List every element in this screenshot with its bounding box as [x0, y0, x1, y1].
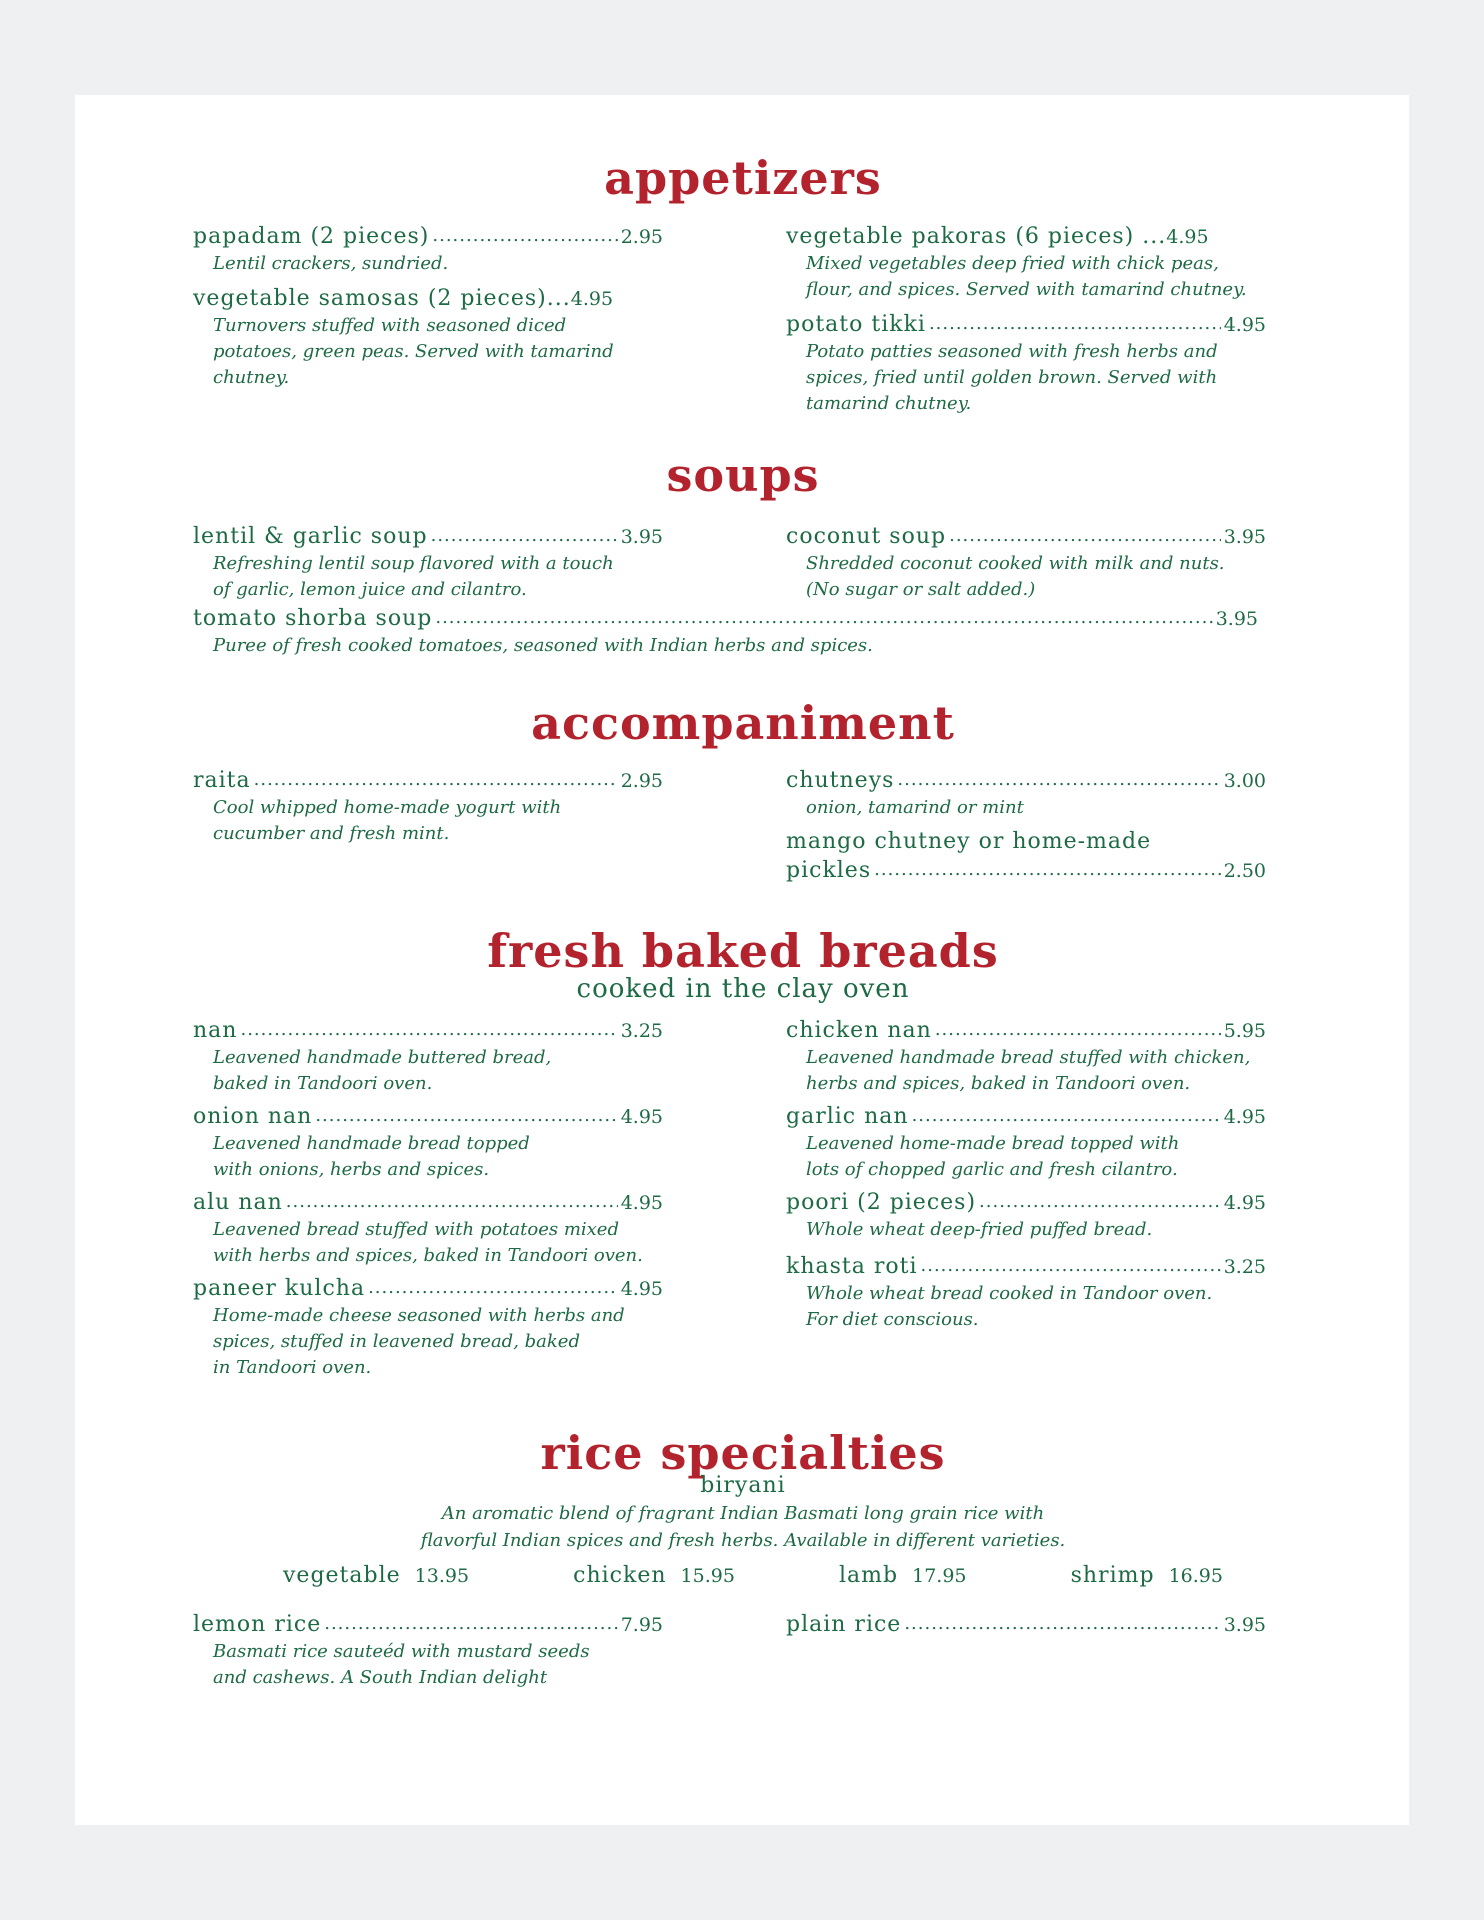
item-name: raita	[193, 768, 251, 793]
item-description: Leavened handmade bread topped with onions, herbs and spices.	[213, 1133, 530, 1180]
variety-price: 17.95	[912, 1565, 967, 1587]
biryani-variety	[839, 1563, 967, 1588]
menu-item	[193, 1189, 663, 1269]
menu-item	[193, 523, 663, 603]
item-price: 4.95	[1223, 314, 1266, 336]
item-price: 3.25	[1223, 1256, 1266, 1278]
item-name: plain rice	[786, 1612, 902, 1637]
item-description: Leavened handmade bread stuffed with chicken, herbs and spices, baked in Tandoori oven.	[806, 1047, 1251, 1094]
item-name: chicken nan	[786, 1018, 932, 1043]
item-name: papadam (2 pieces)	[193, 224, 430, 249]
leader-dots	[240, 1019, 617, 1041]
variety-price: 13.95	[414, 1565, 470, 1587]
item-price: 3.95	[1215, 608, 1258, 630]
variety-name: chicken	[573, 1563, 667, 1588]
variety-price: 15.95	[680, 1565, 735, 1587]
leader-dots	[979, 1191, 1221, 1213]
item-name: lemon rice	[193, 1612, 322, 1637]
item-price: 4.95	[1223, 1106, 1266, 1128]
leader-dots	[368, 1277, 618, 1299]
item-name-line1: mango chutney or home-made	[786, 829, 1152, 854]
item-name: onion nan	[193, 1104, 313, 1129]
accompaniment-title: accompaniment	[531, 696, 955, 750]
breads-subtitle: cooked in the clay oven	[576, 974, 910, 1004]
menu-item	[193, 1275, 663, 1381]
variety-name: lamb	[839, 1563, 899, 1588]
menu-item	[786, 311, 1266, 417]
leader-dots	[935, 1019, 1221, 1041]
item-price: 2.50	[1223, 860, 1266, 882]
item-name: chutneys	[786, 768, 895, 793]
item-price: 4.95	[1166, 226, 1209, 248]
leader-dots	[254, 769, 618, 791]
leader-dots	[435, 607, 1212, 629]
item-name: garlic nan	[786, 1104, 909, 1129]
menu-item	[786, 1017, 1266, 1097]
item-price: 4.95	[620, 1278, 663, 1300]
item-description: Refreshing lentil soup flavored with a touch of garlic, lemon juice and cilantro.	[213, 553, 614, 600]
biryani-variety	[573, 1563, 735, 1588]
item-description: Cool whipped home-made yogurt with cucumber and fresh mint.	[213, 797, 562, 844]
leader-dots	[324, 1613, 617, 1635]
item-name: lentil & garlic soup	[193, 524, 428, 549]
item-name: khasta roti	[786, 1254, 918, 1279]
item-price: 3.25	[620, 1020, 663, 1042]
biryani-varieties	[283, 1563, 1223, 1588]
menu-item	[786, 523, 1266, 603]
item-description: Whole wheat bread cooked in Tandoor oven. For diet conscious.	[806, 1283, 1213, 1330]
variety-name: vegetable	[283, 1563, 401, 1588]
menu-item	[193, 223, 663, 277]
item-description: Leavened bread stuffed with potatoes mixed with herbs and spices, baked in Tandoori oven.	[213, 1219, 643, 1266]
menu-item	[786, 827, 1266, 885]
leader-dots	[921, 1255, 1221, 1277]
item-description: Mixed vegetables deep fried with chick peas, flour, and spices. Served with tamarind chutney.	[806, 253, 1247, 300]
variety-price: 16.95	[1168, 1565, 1223, 1587]
item-price: 3.95	[620, 526, 663, 548]
leader-dots	[897, 769, 1220, 791]
item-description: onion, tamarind or mint	[806, 797, 1024, 818]
breads-title: fresh baked breads	[487, 924, 999, 978]
item-description: Lentil crackers, sundried.	[213, 253, 449, 274]
item-description: Home-made cheese seasoned with herbs and spices, stuffed in leavened bread, baked in Tandoori oven.	[213, 1305, 625, 1378]
item-name-line2: pickles	[786, 858, 872, 883]
item-name: coconut soup	[786, 524, 947, 549]
item-price: 4.95	[620, 1192, 663, 1214]
menu-item	[193, 1017, 663, 1097]
item-description: Turnovers stuffed with seasoned diced potatoes, green peas. Served with tamarind chutney.	[213, 315, 614, 388]
item-name: vegetable samosas (2 pieces)...	[193, 286, 571, 311]
item-description: Whole wheat deep-fried puffed bread.	[806, 1219, 1153, 1240]
item-name: paneer kulcha	[193, 1276, 366, 1301]
menu-item	[193, 1611, 663, 1691]
item-name: nan	[193, 1018, 238, 1043]
menu-item	[193, 285, 663, 391]
menu-item	[193, 605, 1258, 659]
item-price: 3.00	[1223, 770, 1266, 792]
rice-title: rice specialties	[540, 1426, 946, 1480]
item-price: 4.95	[1223, 1192, 1266, 1214]
item-price: 3.95	[1223, 526, 1266, 548]
item-name: alu nan	[193, 1190, 283, 1215]
menu-item	[193, 1103, 663, 1183]
item-price: 2.95	[620, 226, 663, 248]
menu-item	[786, 767, 1266, 821]
item-name: poori (2 pieces)	[786, 1190, 977, 1215]
leader-dots	[432, 225, 617, 247]
item-description: Leavened home-made bread topped with lots of chopped garlic and fresh cilantro.	[806, 1133, 1180, 1180]
menu-page	[75, 95, 1409, 1825]
item-name: potato tikki	[786, 312, 926, 337]
item-description: Leavened handmade buttered bread, baked in Tandoori oven.	[213, 1047, 552, 1094]
rice-subtitle: biryani	[700, 1473, 786, 1498]
leader-dots	[904, 1613, 1220, 1635]
leader-dots	[949, 525, 1221, 547]
leader-dots	[431, 525, 618, 547]
item-price: 5.95	[1223, 1020, 1266, 1042]
appetizers-title: appetizers	[604, 151, 882, 205]
menu-item	[786, 1253, 1266, 1333]
menu-item	[193, 767, 663, 847]
item-price: 7.95	[620, 1614, 663, 1636]
biryani-variety	[283, 1563, 469, 1588]
item-description: Basmati rice sauteéd with mustard seeds and cashews. A South Indian delight	[213, 1641, 590, 1688]
variety-name: shrimp	[1070, 1563, 1155, 1588]
item-name: vegetable pakoras (6 pieces) ...	[786, 224, 1167, 249]
leader-dots	[912, 1105, 1221, 1127]
leader-dots	[929, 313, 1221, 335]
leader-dots	[874, 859, 1221, 881]
item-price: 4.95	[620, 1106, 663, 1128]
menu-item	[786, 1611, 1266, 1639]
biryani-variety	[1071, 1563, 1223, 1588]
leader-dots	[315, 1105, 617, 1127]
menu-item	[786, 1103, 1266, 1183]
item-description: Potato patties seasoned with fresh herbs and spices, fried until golden brown. Served with tamarind chutney.	[806, 341, 1218, 414]
soups-title: soups	[666, 448, 820, 502]
item-description: Shredded coconut cooked with milk and nuts. (No sugar or salt added.)	[806, 553, 1225, 600]
biryani-description: An aromatic blend of fragrant Indian Basmati long grain rice with flavorful Indian spices and fresh herbs. Available in different varieties.	[420, 1503, 1066, 1551]
item-name: tomato shorba soup	[193, 606, 433, 631]
item-price: 3.95	[1223, 1614, 1266, 1636]
menu-item	[786, 1189, 1266, 1243]
leader-dots	[286, 1191, 618, 1213]
item-price: 4.95	[570, 288, 614, 310]
item-price: 2.95	[620, 770, 663, 792]
item-description: Puree of fresh cooked tomatoes, seasoned with Indian herbs and spices.	[213, 635, 873, 656]
menu-item	[786, 223, 1266, 303]
